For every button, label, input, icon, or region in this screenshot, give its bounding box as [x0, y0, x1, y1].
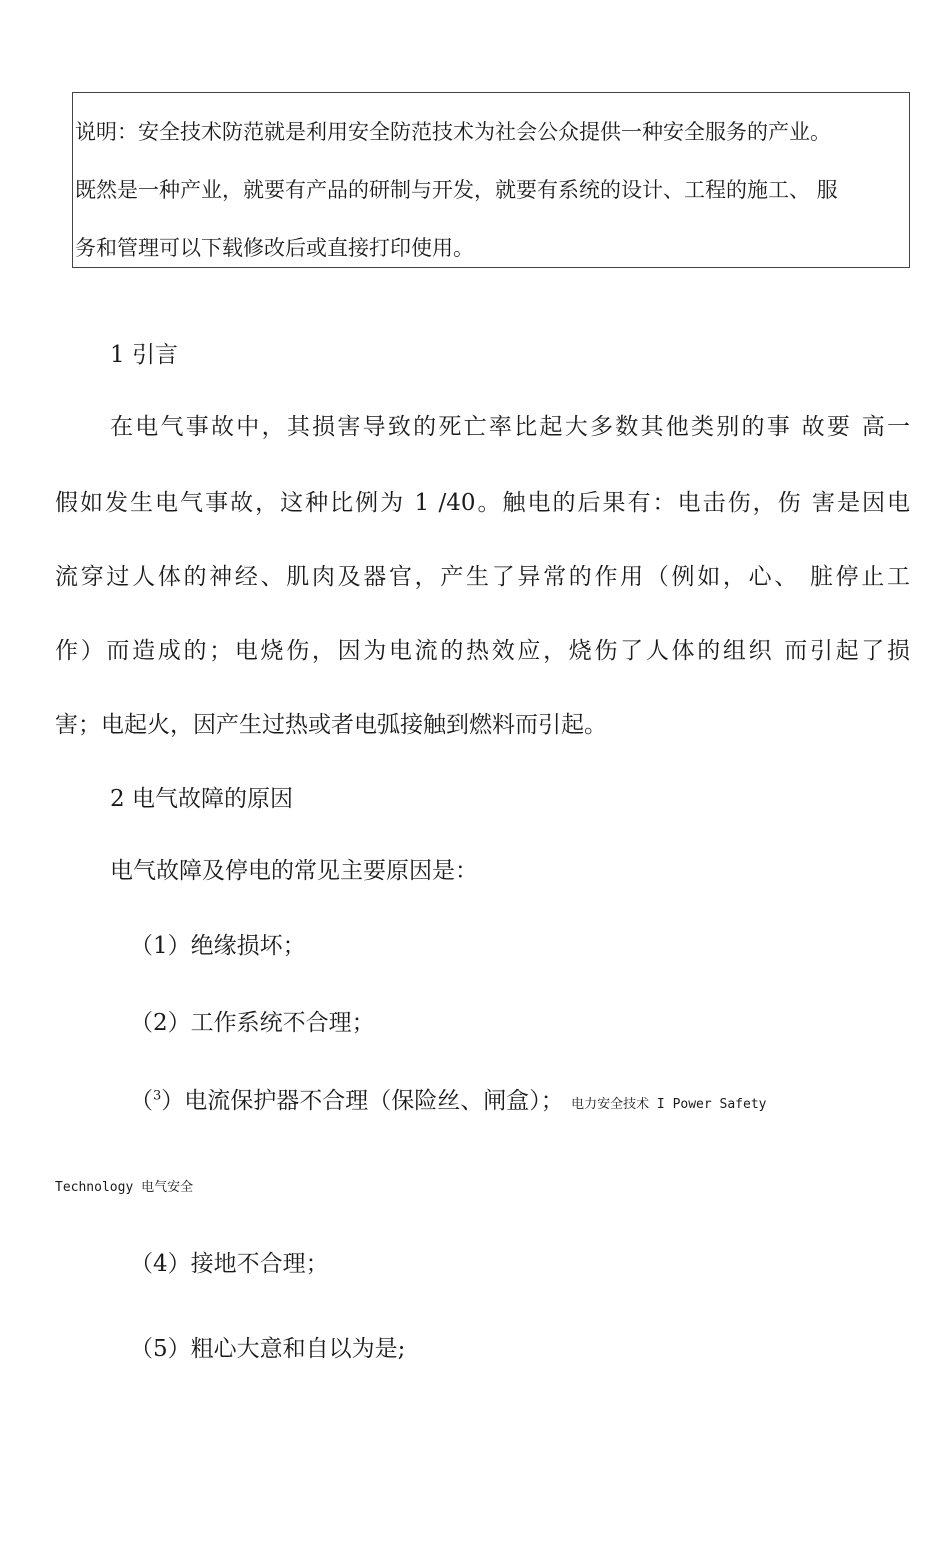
paragraph-line-2: 假如发生电气事故，这种比例为 1 /40。触电的后果有：电击伤，伤 害是因电	[55, 490, 910, 516]
disclaimer-line-1: 说明：安全技术防范就是利用安全防范技术为社会公众提供一种安全服务的产业。	[75, 120, 831, 144]
list-item-3	[130, 1082, 767, 1115]
disclaimer-line-3: 务和管理可以下载修改后或直接打印使用。	[75, 236, 474, 260]
section-1-heading: 1 引言	[110, 342, 178, 368]
list-item-3-text: ）电流保护器不合理（保险丝、闸盒）；	[161, 1088, 564, 1114]
disclaimer-line-2: 既然是一种产业，就要有产品的研制与开发，就要有系统的设计、工程的施工、 服	[75, 178, 838, 202]
paragraph-line-4: 作）而造成的；电烧伤，因为电流的热效应，烧伤了人体的组织 而引起了损	[55, 638, 910, 664]
list-item-4: （4）接地不合理；	[130, 1251, 329, 1277]
paragraph-line-3: 流穿过人体的神经、肌肉及器官，产生了异常的作用（例如，心、 脏停止工	[55, 564, 910, 590]
section-2-heading: 2 电气故障的原因	[110, 786, 293, 812]
section-2-intro: 电气故障及停电的常见主要原因是：	[110, 858, 478, 884]
inline-tag: 电力安全技术 I Power Safety	[571, 1097, 767, 1112]
list-item-1: （1）绝缘损坏；	[130, 933, 306, 959]
disclaimer-box	[72, 92, 910, 268]
paragraph-line-1: 在电气事故中，其损害导致的死亡率比起大多数其他类别的事 故要 高一	[110, 414, 910, 440]
paragraph-line-5: 害；电起火，因产生过热或者电弧接触到燃料而引起。	[55, 712, 607, 738]
list-item-3-number: 3	[153, 1088, 162, 1104]
list-item-5: （5）粗心大意和自以为是;	[130, 1336, 406, 1362]
list-item-2: （2）工作系统不合理；	[130, 1010, 375, 1036]
list-item-3-open: （	[130, 1088, 153, 1114]
inline-tag-continuation: Technology 电气安全	[55, 1180, 194, 1195]
